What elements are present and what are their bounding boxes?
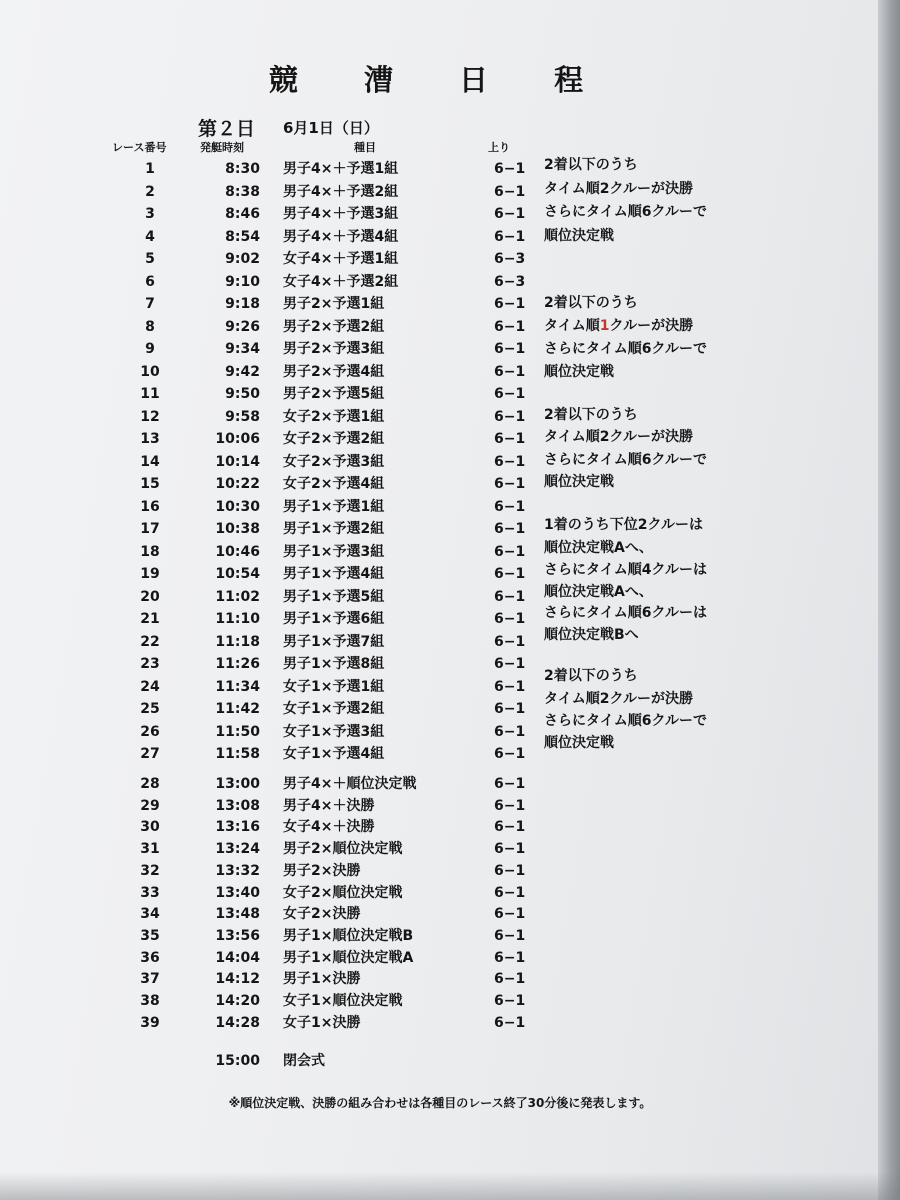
lanes-up: 6−1 [494,633,526,650]
lanes-up: 6−1 [494,566,526,582]
start-time: 11:34 [215,678,260,695]
start-time: 9:42 [225,363,260,380]
race-number: 25 [140,701,160,717]
table-row [0,428,880,450]
start-time: 13:56 [215,927,260,944]
header-race-no: レース番号 [112,141,167,154]
race-number: 2 [145,183,155,200]
lanes-up: 6−1 [494,431,526,447]
race-number: 7 [145,296,155,312]
event-name: 男子2×予選4組 [283,363,385,380]
note-highlight: 1 [599,318,610,334]
table-row [0,947,880,969]
sheet-edge [878,0,900,1200]
header-up: 上り [488,141,510,154]
event-name: 男子1×予選2組 [283,521,385,537]
race-number: 19 [140,566,160,582]
header-start-time: 発艇時刻 [200,141,244,154]
lanes-up: 6−1 [494,296,526,312]
day-label: 第２日 [198,118,256,140]
race-number: 22 [140,633,160,650]
race-number: 1 [145,161,155,177]
event-name: 男子1×順位決定戦A [283,949,414,966]
table-row [0,518,880,540]
table-row [0,968,880,990]
lanes-up: 6−1 [494,723,526,740]
closing-ceremony-row [0,1050,880,1072]
table-row [0,451,880,473]
note-line: 2着以下のうち [544,157,638,173]
table-row [0,903,880,925]
note-line: さらにタイム順6クルーで [544,341,708,357]
event-name: 男子4×＋予選2組 [283,183,399,200]
race-number: 9 [145,341,155,357]
note-text: タイム順 [544,318,600,334]
race-number: 21 [140,611,160,627]
note-text: クルーが決勝 [609,318,694,334]
table-row [0,181,880,203]
closing-event: 閉会式 [283,1053,325,1069]
race-number: 11 [140,386,160,402]
lanes-up: 6−1 [494,543,526,560]
race-number: 5 [145,251,155,267]
race-number: 12 [140,408,160,425]
table-row [0,773,880,795]
lanes-up: 6−1 [494,841,526,858]
event-name: 男子1×予選3組 [283,543,385,560]
event-name: 男子4×＋予選3組 [283,206,399,222]
note-line: 2着以下のうち [544,407,638,423]
date-label: 6月1日（日） [283,119,379,137]
note-line: さらにタイム順6クルーは [544,605,708,621]
event-name: 女子4×＋予選1組 [283,251,399,267]
race-number: 27 [140,746,160,762]
lanes-up: 6−1 [494,453,526,470]
note-line: 順位決定戦 [544,228,614,244]
lanes-up: 6−1 [494,611,526,627]
race-number: 34 [140,906,160,923]
start-time: 9:10 [225,273,260,290]
lanes-up: 6−1 [494,776,526,792]
lanes-up: 6−1 [494,318,526,335]
lanes-up: 6−1 [494,386,526,402]
race-number: 24 [140,678,160,695]
start-time: 11:18 [215,633,260,650]
table-row [0,990,880,1012]
event-name: 男子1×予選7組 [283,633,385,650]
lanes-up: 6−1 [494,797,526,814]
start-time: 13:00 [215,776,260,792]
event-name: 男子4×＋順位決定戦 [283,776,417,792]
start-time: 8:54 [225,228,260,245]
race-number: 38 [140,993,160,1009]
lanes-up: 6−1 [494,161,526,177]
start-time: 13:32 [215,862,260,879]
lanes-up: 6−1 [494,862,526,879]
race-number: 28 [140,776,160,792]
start-time: 14:04 [215,949,260,966]
start-time: 14:12 [215,971,260,988]
page-title: 競 漕 日 程 [268,63,612,97]
lanes-up: 6−1 [494,363,526,380]
note-line: タイム順2クルーが決勝 [544,429,694,445]
lanes-up: 6−1 [494,884,526,901]
note-line: タイム順2クルーが決勝 [544,691,694,707]
note-line: 順位決定戦Aへ、 [544,540,653,556]
table-row [0,838,880,860]
start-time: 9:18 [225,296,260,312]
start-time: 11:10 [215,611,260,627]
table-row [0,226,880,248]
start-time: 10:38 [215,521,260,537]
table-row [0,473,880,495]
start-time: 10:22 [215,476,260,492]
lanes-up: 6−1 [494,906,526,923]
table-row [0,338,880,360]
lanes-up: 6−1 [494,819,526,836]
table-row [0,271,880,293]
event-name: 男子2×予選1組 [283,296,385,312]
event-name: 男子4×＋予選4組 [283,228,399,245]
table-row [0,158,880,180]
event-name: 女子2×決勝 [283,906,361,923]
event-name: 女子2×予選3組 [283,453,385,470]
start-time: 11:02 [215,588,260,605]
table-row [0,721,880,743]
lanes-up: 6−1 [494,949,526,966]
event-name: 男子2×予選3組 [283,341,385,357]
lanes-up: 6−1 [494,746,526,762]
lanes-up: 6−1 [494,927,526,944]
footnote: ※順位決定戦、決勝の組み合わせは各種目のレース終了30分後に発表します。 [228,1096,652,1110]
table-row [0,882,880,904]
lanes-up: 6−1 [494,206,526,222]
race-number: 14 [140,453,160,470]
event-name: 男子1×予選6組 [283,611,385,627]
lanes-up: 6−1 [494,341,526,357]
note-line: 2着以下のうち [544,295,638,311]
sheet-shadow [0,1172,900,1200]
event-name: 女子2×予選4組 [283,476,385,492]
event-name: 女子1×予選4組 [283,746,385,762]
start-time: 11:42 [215,701,260,717]
race-number: 6 [145,273,155,290]
start-time: 10:14 [215,453,260,470]
lanes-up: 6−1 [494,228,526,245]
event-name: 女子2×予選2組 [283,431,385,447]
note-line: 順位決定戦 [544,474,614,490]
lanes-up: 6−1 [494,701,526,717]
start-time: 9:58 [225,408,260,425]
event-name: 男子2×決勝 [283,862,361,879]
start-time: 8:46 [225,206,260,222]
event-name: 女子1×予選2組 [283,701,385,717]
note-line: 1着のうち下位2クルーは [544,517,704,533]
race-number: 8 [145,318,155,335]
start-time: 8:38 [225,183,260,200]
lanes-up: 6−1 [494,678,526,695]
table-row [0,248,880,270]
start-time: 14:28 [215,1014,260,1031]
race-number: 10 [140,363,160,380]
race-number: 31 [140,841,160,858]
start-time: 14:20 [215,993,260,1009]
start-time: 8:30 [225,161,260,177]
table-row [0,1012,880,1034]
race-number: 33 [140,884,160,901]
event-name: 女子2×予選1組 [283,408,385,425]
race-number: 4 [145,228,155,245]
table-row [0,860,880,882]
start-time: 9:02 [225,251,260,267]
race-number: 35 [140,927,160,944]
start-time: 13:08 [215,797,260,814]
table-row [0,361,880,383]
start-time: 9:34 [225,341,260,357]
event-name: 男子1×予選1組 [283,498,385,515]
table-row [0,383,880,405]
event-name: 女子1×予選3組 [283,723,385,740]
lanes-up: 6−1 [494,408,526,425]
table-row [0,563,880,585]
table-row [0,795,880,817]
race-number: 29 [140,797,160,814]
table-row [0,293,880,315]
event-name: 女子1×順位決定戦 [283,993,403,1009]
event-name: 男子1×予選8組 [283,656,385,672]
start-time: 13:40 [215,884,260,901]
lanes-up: 6−1 [494,1014,526,1031]
race-number: 36 [140,949,160,966]
start-time: 13:16 [215,819,260,836]
race-number: 15 [140,476,160,492]
event-name: 女子1×予選1組 [283,678,385,695]
event-name: 男子4×＋決勝 [283,797,375,814]
race-number: 26 [140,723,160,740]
closing-time: 15:00 [215,1053,260,1069]
lanes-up: 6−1 [494,588,526,605]
race-number: 39 [140,1014,160,1031]
lanes-up: 6−1 [494,476,526,492]
event-name: 女子2×順位決定戦 [283,884,403,901]
race-number: 18 [140,543,160,560]
start-time: 9:26 [225,318,260,335]
lanes-up: 6−1 [494,656,526,672]
event-name: 男子1×予選4組 [283,566,385,582]
race-number: 20 [140,588,160,605]
event-name: 男子4×＋予選1組 [283,161,399,177]
start-time: 11:58 [215,746,260,762]
start-time: 10:06 [215,431,260,447]
lanes-up: 6−1 [494,971,526,988]
start-time: 13:24 [215,841,260,858]
table-row [0,203,880,225]
race-number: 37 [140,971,160,988]
lanes-up: 6−3 [494,251,526,267]
table-row [0,541,880,563]
table-row [0,631,880,653]
race-number: 30 [140,819,160,836]
table-row [0,653,880,675]
event-name: 男子1×決勝 [283,971,361,988]
table-row [0,925,880,947]
start-time: 13:48 [215,906,260,923]
start-time: 10:54 [215,566,260,582]
note-line: さらにタイム順4クルーは [544,562,708,578]
event-name: 女子4×＋決勝 [283,819,375,836]
table-row [0,698,880,720]
table-row [0,586,880,608]
note-line: さらにタイム順6クルーで [544,204,708,220]
note-line: タイム順2クルーが決勝 [544,181,694,197]
race-number: 17 [140,521,160,537]
table-row [0,743,880,765]
lanes-up: 6−1 [494,498,526,515]
table-row [0,316,880,338]
note-line: 順位決定戦Aへ、 [544,584,653,600]
lanes-up: 6−1 [494,183,526,200]
lanes-up: 6−1 [494,521,526,537]
start-time: 10:30 [215,498,260,515]
table-row [0,816,880,838]
event-name: 男子1×予選5組 [283,588,385,605]
table-row [0,496,880,518]
header-event: 種目 [354,141,376,154]
event-name: 女子4×＋予選2組 [283,273,399,290]
event-name: 男子2×順位決定戦 [283,841,403,858]
table-row [0,676,880,698]
lanes-up: 6−3 [494,273,526,290]
race-number: 3 [145,206,155,222]
race-number: 23 [140,656,160,672]
table-row [0,608,880,630]
race-number: 32 [140,862,160,879]
note-line: さらにタイム順6クルーで [544,452,708,468]
event-name: 女子1×決勝 [283,1014,361,1031]
start-time: 9:50 [225,386,260,402]
start-time: 11:26 [215,656,260,672]
note-line: 順位決定戦Bへ [544,627,639,643]
note-line: さらにタイム順6クルーで [544,713,708,729]
note-line: 順位決定戦 [544,735,614,751]
note-line: 順位決定戦 [544,364,614,380]
note-line: 2着以下のうち [544,668,638,684]
race-number: 13 [140,431,160,447]
start-time: 11:50 [215,723,260,740]
table-row [0,406,880,428]
note-line [544,315,693,337]
start-time: 10:46 [215,543,260,560]
event-name: 男子1×順位決定戦B [283,927,414,944]
event-name: 男子2×予選5組 [283,386,385,402]
lanes-up: 6−1 [494,993,526,1009]
event-name: 男子2×予選2組 [283,318,385,335]
race-number: 16 [140,498,160,515]
